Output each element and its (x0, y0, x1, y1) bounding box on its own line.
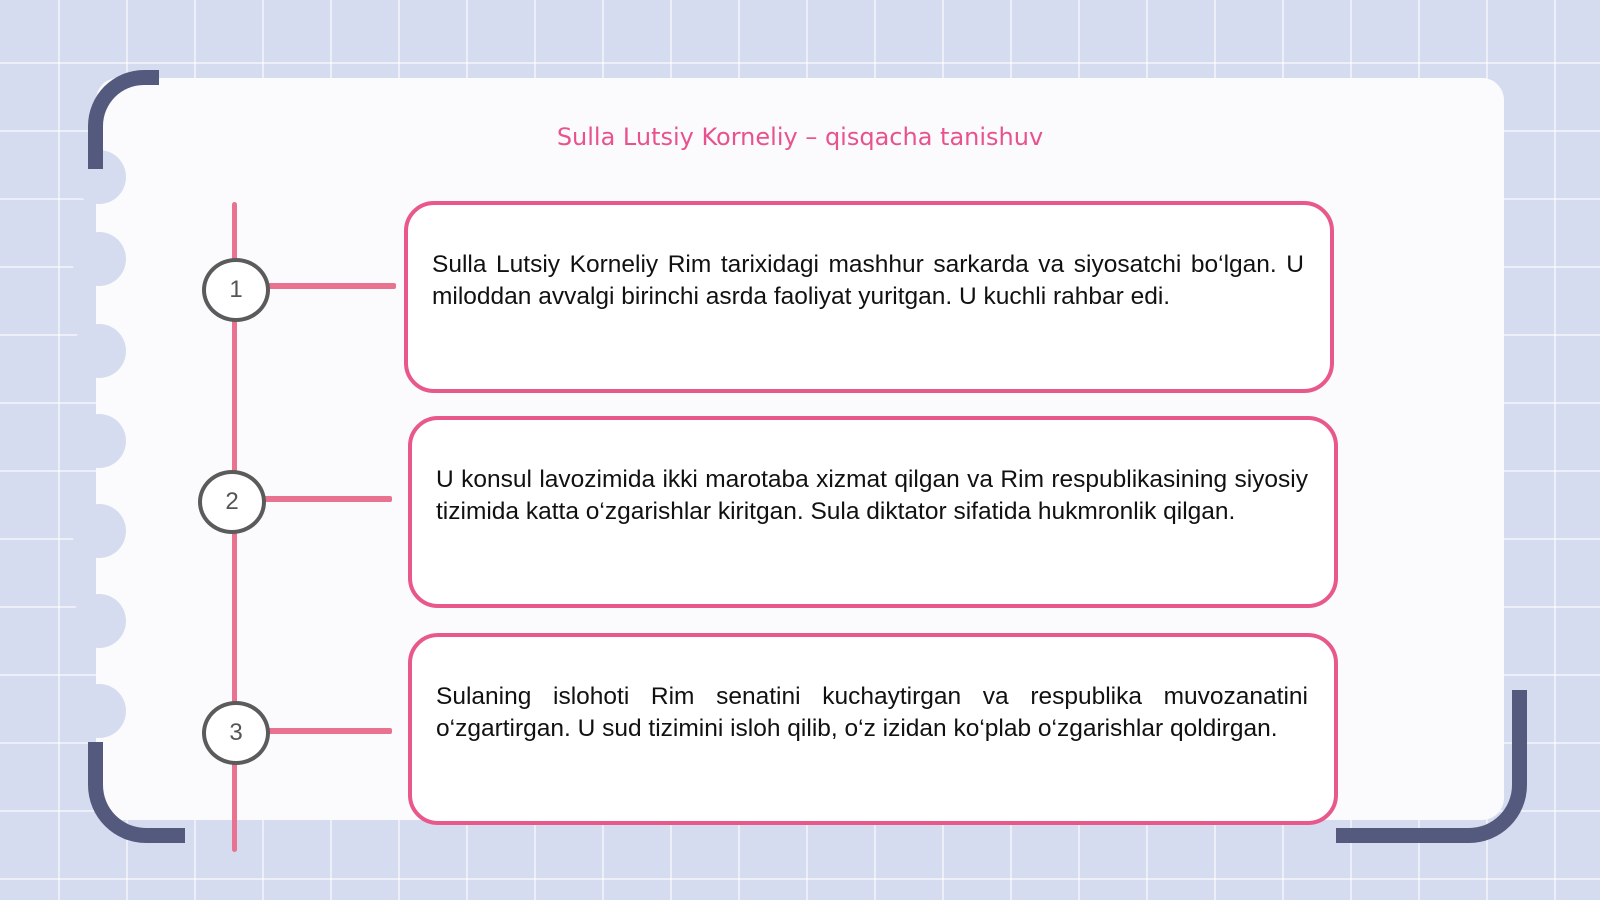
timeline-connector-1 (266, 283, 396, 289)
page-scallop (72, 232, 126, 286)
info-box-1 (404, 201, 1334, 393)
step-number-2: 2 (198, 470, 266, 534)
info-text-3: Sulaning islohoti Rim senatini kuchaytirgan va respublika muvozanatini o‘zgartirgan. U sud tizimini isloh qilib, o‘z izidan ko‘plab o‘zgarishlar qoldirgan. (436, 683, 1308, 742)
info-box-3 (408, 633, 1338, 825)
slide-title: Sulla Lutsiy Korneliy – qisqacha tanishuv (556, 123, 1044, 151)
page-scallop (72, 594, 126, 648)
corner-bracket-bottom-left (88, 742, 185, 843)
timeline-connector-3 (266, 728, 392, 734)
step-number-3: 3 (202, 701, 270, 765)
info-text-1: Sulla Lutsiy Korneliy Rim tarixidagi mashhur sarkarda va siyosatchi bo‘lgan. U miloddan avvalgi birinchi asrda faoliyat yuritgan. U kuchli rahbar edi. (432, 251, 1304, 310)
info-text-2: U konsul lavozimida ikki marotaba xizmat qilgan va Rim respublikasining siyosiy tizimida katta o‘zgarishlar kiritgan. Sula diktator sifatida hukmronlik qilgan. (436, 466, 1308, 525)
page-scallop (72, 684, 126, 738)
corner-bracket-top-left (88, 70, 159, 169)
page-scallop (72, 504, 126, 558)
info-box-2 (408, 416, 1338, 608)
timeline-connector-2 (262, 496, 392, 502)
page-scallop (72, 324, 126, 378)
step-number-1: 1 (202, 258, 270, 322)
corner-bracket-bottom-right (1336, 690, 1527, 843)
page-scallop (72, 414, 126, 468)
